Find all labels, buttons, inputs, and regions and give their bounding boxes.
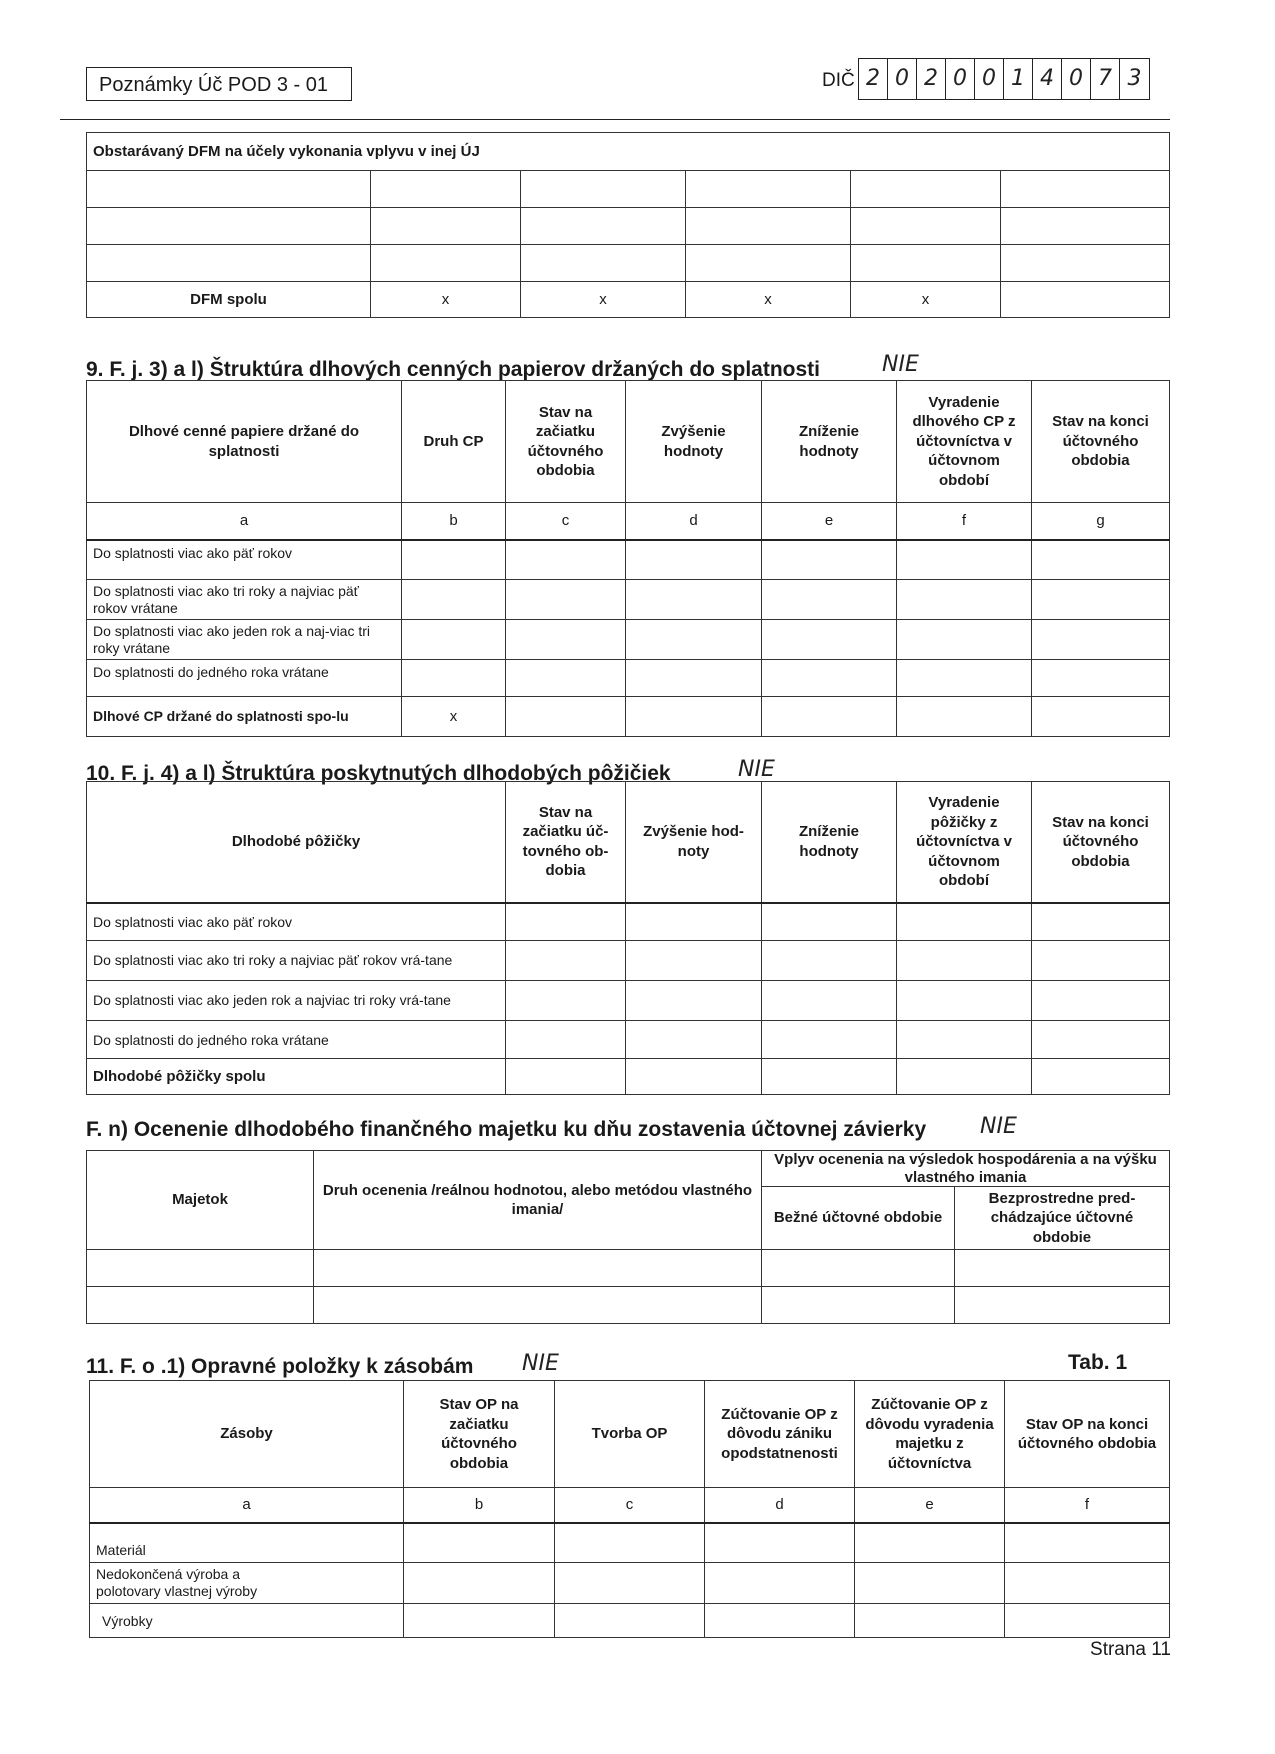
table-cell[interactable]	[506, 941, 626, 981]
row-label: Do splatnosti viac ako päť rokov	[87, 540, 402, 580]
table-cell[interactable]	[506, 1059, 626, 1095]
dic-digit: 1	[1004, 59, 1033, 99]
col-letter: f	[897, 503, 1032, 540]
col-letter: e	[855, 1488, 1005, 1523]
table-cell[interactable]	[897, 580, 1032, 620]
table-cell[interactable]	[626, 697, 762, 737]
row-label: Do splatnosti viac ako päť rokov	[87, 903, 506, 941]
sec10-handwritten-note: NIE	[738, 757, 775, 782]
table-cell[interactable]	[705, 1523, 855, 1563]
table-cell[interactable]	[404, 1563, 555, 1604]
table-cell[interactable]	[506, 540, 626, 580]
table-cell[interactable]	[855, 1523, 1005, 1563]
row-label: Výrobky	[90, 1604, 404, 1638]
table-cell[interactable]	[855, 1604, 1005, 1638]
form-label: Poznámky Úč POD 3 - 01	[99, 74, 328, 96]
table-cell[interactable]	[686, 208, 851, 245]
col-header: Druh ocenenia /reálnou hodnotou, alebo metódou vlastného imania/	[314, 1151, 762, 1250]
table-cell[interactable]	[762, 1250, 955, 1287]
table-cell[interactable]	[1032, 981, 1170, 1021]
table-cell[interactable]	[762, 660, 897, 697]
col-letter: d	[626, 503, 762, 540]
page-number: Strana 11	[1090, 1639, 1171, 1660]
table-cell[interactable]	[1032, 580, 1170, 620]
table-cell[interactable]	[955, 1250, 1170, 1287]
table-cell[interactable]	[521, 171, 686, 208]
row-label: Do splatnosti viac ako tri roky a najviac päť rokov vrá-tane	[87, 941, 506, 981]
table-cell[interactable]	[1032, 1059, 1170, 1095]
col-header: Stav OP na začiatku účtovného obdobia	[404, 1381, 555, 1488]
table-cell[interactable]	[1005, 1523, 1170, 1563]
table-cell[interactable]	[1032, 540, 1170, 580]
table-cell[interactable]	[1005, 1604, 1170, 1638]
dic-digit: 7	[1091, 59, 1120, 99]
table-cell[interactable]	[762, 540, 897, 580]
col-header: Zúčtovanie OP z dôvodu vyradenia majetku z účtovníctva	[855, 1381, 1005, 1488]
table-cell[interactable]	[897, 697, 1032, 737]
table-cell[interactable]	[626, 1059, 762, 1095]
table-cell[interactable]	[705, 1563, 855, 1604]
col-letter: g	[1032, 503, 1170, 540]
table-cell[interactable]	[402, 660, 506, 697]
sec9-title: 9. F. j. 3) a l) Štruktúra dlhových cenných papierov držaných do splatnosti	[86, 358, 820, 381]
sec9-total-label: Dlhové CP držané do splatnosti spo-lu	[87, 697, 402, 737]
col-letter: a	[90, 1488, 404, 1523]
table-cell[interactable]	[897, 941, 1032, 981]
table-cell[interactable]	[686, 171, 851, 208]
col-header: Zúčtovanie OP z dôvodu zániku opodstatnenosti	[705, 1381, 855, 1488]
sec10-title: 10. F. j. 4) a l) Štruktúra poskytnutých dlhodobých pôžičiek	[86, 762, 671, 785]
sec9-handwritten-note: NIE	[882, 352, 919, 377]
table-cell[interactable]	[626, 620, 762, 660]
col-letter: a	[87, 503, 402, 540]
table-cell[interactable]	[402, 580, 506, 620]
table-cell[interactable]	[314, 1287, 762, 1324]
table-cell[interactable]	[87, 1250, 314, 1287]
table-cell[interactable]	[626, 981, 762, 1021]
table-cell[interactable]	[506, 580, 626, 620]
table-cell[interactable]	[506, 660, 626, 697]
table-cell[interactable]	[314, 1250, 762, 1287]
table-cell[interactable]	[897, 1059, 1032, 1095]
col-letter: e	[762, 503, 897, 540]
x-mark: x	[402, 697, 506, 737]
table-cell[interactable]	[1001, 171, 1170, 208]
row-label: Materiál	[90, 1523, 404, 1563]
table-cell[interactable]	[626, 1021, 762, 1059]
sec11-handwritten-note: NIE	[522, 1351, 559, 1376]
table-cell[interactable]	[897, 540, 1032, 580]
table-cell[interactable]	[897, 981, 1032, 1021]
dic-digit: 0	[975, 59, 1004, 99]
table-cell[interactable]	[1032, 903, 1170, 941]
col-header: Dlhové cenné papiere držané do splatnosti	[87, 381, 402, 503]
table-cell[interactable]	[371, 208, 521, 245]
table-cell[interactable]	[851, 171, 1001, 208]
table-cell[interactable]	[626, 580, 762, 620]
col-letter: f	[1005, 1488, 1170, 1523]
x-mark: x	[851, 282, 1001, 318]
x-mark: x	[371, 282, 521, 318]
table-cell[interactable]	[404, 1523, 555, 1563]
x-mark: x	[686, 282, 851, 318]
table-cell[interactable]	[506, 697, 626, 737]
col-header: Stav na konci účtovného obdobia	[1032, 381, 1170, 503]
table-cell[interactable]	[87, 1287, 314, 1324]
table-cell[interactable]	[1032, 697, 1170, 737]
dic-digit: 0	[1062, 59, 1091, 99]
col-header: Dlhodobé pôžičky	[87, 782, 506, 903]
table-cell[interactable]	[897, 1021, 1032, 1059]
table-cell[interactable]	[762, 620, 897, 660]
table-cell[interactable]	[762, 1059, 897, 1095]
col-header: Zvýšenie hod-noty	[626, 782, 762, 903]
form-label-box	[86, 67, 352, 101]
table-cell[interactable]	[762, 580, 897, 620]
dic-digit: 3	[1127, 66, 1142, 91]
table-cell[interactable]	[851, 208, 1001, 245]
table-cell[interactable]	[897, 903, 1032, 941]
table-cell[interactable]	[555, 1604, 705, 1638]
dic-digit: 2	[917, 59, 946, 99]
col-header: Stav na konci účtovného obdobia	[1032, 782, 1170, 903]
dic-digit: 2	[859, 59, 888, 99]
col-header: Stav OP na konci účtovného obdobia	[1005, 1381, 1170, 1488]
table-cell[interactable]	[762, 903, 897, 941]
col-header: Vyradenie pôžičky z účtovníctva v účtovnom období	[897, 782, 1032, 903]
table-cell[interactable]	[762, 697, 897, 737]
table-cell[interactable]	[762, 981, 897, 1021]
dic-field[interactable]	[858, 58, 1150, 100]
table-cell[interactable]	[402, 540, 506, 580]
row-label: Do splatnosti viac ako jeden rok a naj-viac tri roky vrátane	[87, 620, 402, 660]
sec10-total-label: Dlhodobé pôžičky spolu	[87, 1059, 506, 1095]
dic-digit: 0	[946, 59, 975, 99]
table-cell[interactable]	[555, 1563, 705, 1604]
table-cell[interactable]	[762, 1287, 955, 1324]
table-cell[interactable]	[506, 620, 626, 660]
table-cell[interactable]	[506, 903, 626, 941]
table-cell[interactable]	[506, 1021, 626, 1059]
col-letter: d	[705, 1488, 855, 1523]
x-mark: x	[521, 282, 686, 318]
sec11-table	[89, 1380, 1170, 1638]
col-header: Vplyv ocenenia na výsledok hospodárenia a na výšku vlastného imania	[762, 1151, 1170, 1187]
row-label: Do splatnosti viac ako jeden rok a najviac tri roky vrá-tane	[87, 981, 506, 1021]
col-header: Zvýšenie hodnoty	[626, 381, 762, 503]
table-cell[interactable]	[626, 540, 762, 580]
sec11-title: 11. F. o .1) Opravné položky k zásobám	[86, 1355, 474, 1378]
table-cell[interactable]	[1032, 1021, 1170, 1059]
col-letter: b	[404, 1488, 555, 1523]
table-cell[interactable]	[1005, 1563, 1170, 1604]
secFn-title: F. n) Ocenenie dlhodobého finančného majetku ku dňu zostavenia účtovnej závierky	[86, 1118, 927, 1141]
col-letter: b	[402, 503, 506, 540]
row-label: Do splatnosti do jedného roka vrátane	[87, 1021, 506, 1059]
table-cell[interactable]	[955, 1287, 1170, 1324]
table-cell[interactable]	[1001, 282, 1170, 318]
dic-label: DIČ	[822, 70, 855, 91]
table-cell[interactable]	[402, 620, 506, 660]
table-cell[interactable]	[371, 171, 521, 208]
table-cell[interactable]	[404, 1604, 555, 1638]
secFn-handwritten-note: NIE	[980, 1114, 1017, 1139]
dic-digit: 0	[888, 59, 917, 99]
secFn-table	[86, 1150, 1170, 1324]
col-header: Zásoby	[90, 1381, 404, 1488]
col-letter: c	[506, 503, 626, 540]
table-cell[interactable]	[626, 941, 762, 981]
sec11-tab-label: Tab. 1	[1068, 1351, 1128, 1374]
table-cell[interactable]	[851, 245, 1001, 282]
table-cell[interactable]	[506, 981, 626, 1021]
col-header: Vyradenie dlhového CP z účtovníctva v účtovnom období	[897, 381, 1032, 503]
col-header: Bezprostredne pred-chádzajúce účtovné obdobie	[955, 1187, 1170, 1250]
dfm-total-label: DFM spolu	[87, 282, 371, 318]
table-cell[interactable]	[1032, 660, 1170, 697]
table-cell[interactable]	[897, 660, 1032, 697]
col-header: Majetok	[87, 1151, 314, 1250]
table-cell[interactable]	[762, 941, 897, 981]
sec10-table	[86, 781, 1170, 1095]
row-label: Nedokončená výroba a polotovary vlastnej výroby	[90, 1563, 404, 1604]
dfm-table	[86, 132, 1170, 318]
table-cell[interactable]	[1001, 245, 1170, 282]
table-cell[interactable]	[1032, 941, 1170, 981]
table-cell[interactable]	[626, 660, 762, 697]
table-cell[interactable]	[855, 1563, 1005, 1604]
col-header: Bežné účtovné obdobie	[762, 1187, 955, 1250]
table-cell[interactable]	[762, 1021, 897, 1059]
header-divider	[60, 119, 1170, 120]
col-letter: c	[555, 1488, 705, 1523]
col-header: Zníženie hodnoty	[762, 782, 897, 903]
dfm-title: Obstarávaný DFM na účely vykonania vplyvu v inej ÚJ	[87, 133, 1170, 171]
table-cell[interactable]	[1032, 620, 1170, 660]
table-cell[interactable]	[705, 1604, 855, 1638]
table-cell[interactable]	[1001, 208, 1170, 245]
row-label: Do splatnosti do jedného roka vrátane	[87, 660, 402, 697]
col-header: Stav na začiatku úč-tovného ob-dobia	[506, 782, 626, 903]
col-header: Stav na začiatku účtovného obdobia	[506, 381, 626, 503]
col-header: Tvorba OP	[555, 1381, 705, 1488]
dic-digit: 4	[1033, 59, 1062, 99]
table-cell[interactable]	[87, 208, 371, 245]
table-cell[interactable]	[521, 208, 686, 245]
table-cell[interactable]	[897, 620, 1032, 660]
table-cell[interactable]	[87, 245, 371, 282]
sec9-table	[86, 380, 1170, 737]
table-cell[interactable]	[521, 245, 686, 282]
table-cell[interactable]	[371, 245, 521, 282]
col-header: Zníženie hodnoty	[762, 381, 897, 503]
table-cell[interactable]	[686, 245, 851, 282]
table-cell[interactable]	[626, 903, 762, 941]
col-header: Druh CP	[402, 381, 506, 503]
table-cell[interactable]	[555, 1523, 705, 1563]
table-cell[interactable]	[87, 171, 371, 208]
row-label: Do splatnosti viac ako tri roky a najviac päť rokov vrátane	[87, 580, 402, 620]
